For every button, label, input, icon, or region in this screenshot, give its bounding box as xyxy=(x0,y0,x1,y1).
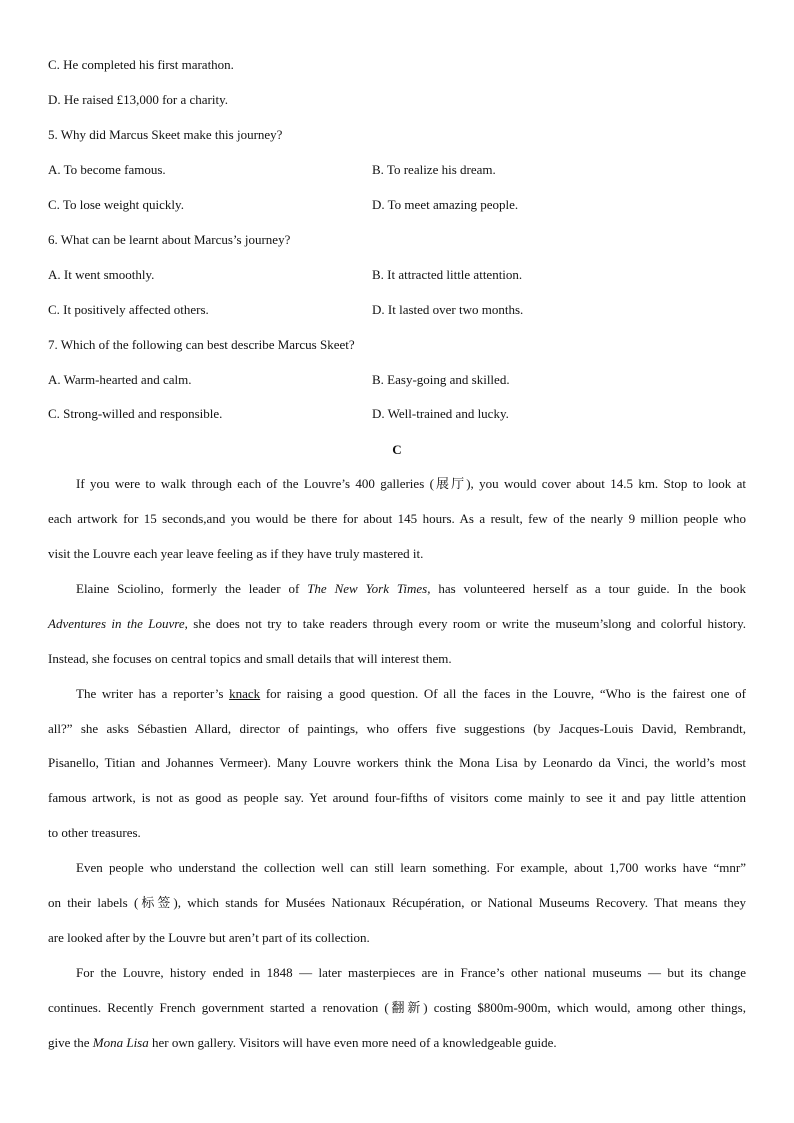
paragraph-3-line-2: all?” she asks Sébastien Allard, director of paintings, who offers five suggestions (by Jacques-Louis David, Rembrandt, xyxy=(48,721,746,736)
q6-option-a: A. It went smoothly. xyxy=(48,267,155,282)
q7-option-b: B. Easy-going and skilled. xyxy=(372,372,510,387)
text-span: The writer has a reporter’s xyxy=(76,686,230,701)
section-heading: C xyxy=(392,442,402,457)
text-span: Elaine Sciolino, formerly the leader of xyxy=(76,581,308,596)
q6-stem: 6. What can be learnt about Marcus’s journey? xyxy=(48,232,291,247)
q6-option-b: B. It attracted little attention. xyxy=(372,267,523,282)
q5-option-c: C. To lose weight quickly. xyxy=(48,197,184,212)
paragraph-2-line-1 xyxy=(76,581,746,597)
text-span: give the xyxy=(48,1035,93,1050)
q5-stem: 5. Why did Marcus Skeet make this journey? xyxy=(48,127,283,142)
paragraph-4-line-1: Even people who understand the collection well can still learn something. For example, about 1,700 works have “mnr” xyxy=(76,860,746,875)
text-span: , has volunteered herself as a tour guide. In the book xyxy=(427,581,746,596)
q4-option-c: C. He completed his first marathon. xyxy=(48,57,234,72)
artwork-title: Mona Lisa xyxy=(92,1035,149,1050)
q5-option-b: B. To realize his dream. xyxy=(372,162,496,177)
text-span: for raising a good question. Of all the faces in the Louvre, “Who is the fairest one of xyxy=(260,686,746,701)
paragraph-1-line-1: If you were to walk through each of the Louvre’s 400 galleries (展厅), you would cover about 14.5 km. Stop to look at xyxy=(76,476,746,491)
paragraph-4-line-2: on their labels (标签), which stands for Musées Nationaux Récupération, or National Museums Recovery. That means they xyxy=(48,895,746,910)
q7-stem: 7. Which of the following can best describe Marcus Skeet? xyxy=(48,337,355,352)
q5-option-a: A. To become famous. xyxy=(48,162,166,177)
q6-option-d: D. It lasted over two months. xyxy=(372,302,524,317)
underlined-word: knack xyxy=(229,686,261,701)
q7-option-a: A. Warm-hearted and calm. xyxy=(48,372,192,387)
q6-option-c: C. It positively affected others. xyxy=(48,302,209,317)
paragraph-1-line-2: each artwork for 15 seconds,and you would be there for about 145 hours. As a result, few of the nearly 9 million people who xyxy=(48,511,746,526)
paragraph-3-line-3: Pisanello, Titian and Johannes Vermeer). Many Louvre workers think the Mona Lisa by Leonardo da Vinci, the world’s most xyxy=(48,755,746,770)
text-span: her own gallery. Visitors will have even more need of a knowledgeable guide. xyxy=(148,1035,557,1050)
book-title: Adventures in the Louvre xyxy=(48,616,185,631)
paragraph-5-line-1: For the Louvre, history ended in 1848 — later masterpieces are in France’s other national museums — but its change xyxy=(76,965,746,980)
q7-option-d: D. Well-trained and lucky. xyxy=(372,406,509,421)
q5-option-d: D. To meet amazing people. xyxy=(372,197,519,212)
q4-option-d: D. He raised £13,000 for a charity. xyxy=(48,92,229,107)
paragraph-4-line-3: are looked after by the Louvre but aren’t part of its collection. xyxy=(48,930,370,945)
paragraph-3-line-1 xyxy=(76,686,746,702)
text-span: , she does not try to take readers through every room or write the museum’slong and colorful history. xyxy=(184,616,746,631)
paragraph-5-line-3 xyxy=(48,1035,746,1051)
paragraph-2-line-3: Instead, she focuses on central topics and small details that will interest them. xyxy=(48,651,452,666)
q7-option-c: C. Strong-willed and responsible. xyxy=(48,406,223,421)
newspaper-title: The New York Times xyxy=(307,581,428,596)
paragraph-1-line-3: visit the Louvre each year leave feeling as if they have truly mastered it. xyxy=(48,546,424,561)
paragraph-2-line-2 xyxy=(48,616,746,632)
paragraph-3-line-5: to other treasures. xyxy=(48,825,141,840)
paragraph-5-line-2: continues. Recently French government started a renovation (翻新) costing $800m-900m, which would, among other things, xyxy=(48,1000,746,1015)
paragraph-3-line-4: famous artwork, is not as good as people say. Yet around four-fifths of visitors come mainly to see it and pay little attention xyxy=(48,790,746,805)
